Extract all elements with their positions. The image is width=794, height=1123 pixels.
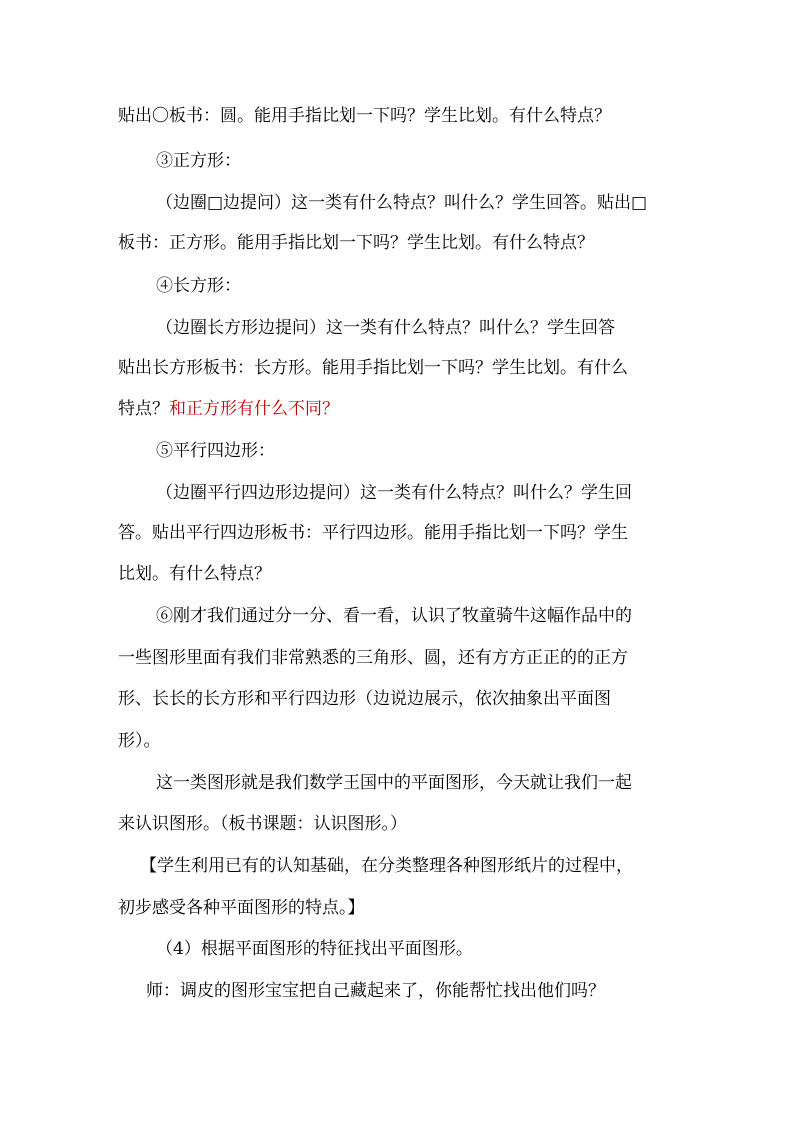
paragraph-line: 答。贴出平行四边形板书：平行四边形。能用手指比划一下吗？学生 xyxy=(118,523,628,543)
paragraph-line: 这一类图形就是我们数学王国中的平面图形，今天就让我们一起 xyxy=(156,773,632,793)
paragraph-line xyxy=(118,398,339,420)
step-heading: （4）根据平面图形的特征找出平面图形。 xyxy=(156,939,473,959)
section-heading-rectangle: ④长方形： xyxy=(156,276,241,296)
highlighted-question: 和正方形有什么不同？ xyxy=(169,399,339,419)
note-line: 初步感受各种平面图形的特点。】 xyxy=(118,898,365,918)
paragraph-line: （边圈□边提问）这一类有什么特点？叫什么？学生回答。贴出□ xyxy=(156,193,648,213)
paragraph-line: 一些图形里面有我们非常熟悉的三角形、圆，还有方方正正的的正方 xyxy=(118,648,628,668)
line-text: 特点？ xyxy=(118,399,169,419)
paragraph-line: （边圈长方形边提问）这一类有什么特点？叫什么？学生回答 xyxy=(156,318,615,338)
paragraph-line: 板书：正方形。能用手指比划一下吗？学生比划。有什么特点？ xyxy=(118,233,594,253)
paragraph-line: 形）。 xyxy=(118,731,161,751)
paragraph-line: 比划。有什么特点？ xyxy=(118,564,271,584)
paragraph-line: 贴出长方形板书：长方形。能用手指比划一下吗？学生比划。有什么 xyxy=(118,358,628,378)
paragraph-line: 来认识图形。（板书课题：认识图形。） xyxy=(118,814,407,834)
paragraph-line: 贴出〇板书：圆。能用手指比划一下吗？学生比划。有什么特点？ xyxy=(118,106,611,126)
section-heading-square: ③正方形： xyxy=(156,151,241,171)
paragraph-line: 形、长长的长方形和平行四边形（边说边展示，依次抽象出平面图 xyxy=(118,689,611,709)
section-heading-parallelogram: ⑤平行四边形： xyxy=(156,441,275,461)
note-line: 【学生利用已有的认知基础，在分类整理各种图形纸片的过程中， xyxy=(140,856,633,876)
paragraph-line: 师：调皮的图形宝宝把自己藏起来了，你能帮忙找出他们吗？ xyxy=(146,981,605,1001)
paragraph-line: （边圈平行四边形边提问）这一类有什么特点？叫什么？学生回 xyxy=(156,483,632,503)
paragraph-line: ⑥刚才我们通过分一分、看一看，认识了牧童骑牛这幅作品中的 xyxy=(156,606,632,626)
